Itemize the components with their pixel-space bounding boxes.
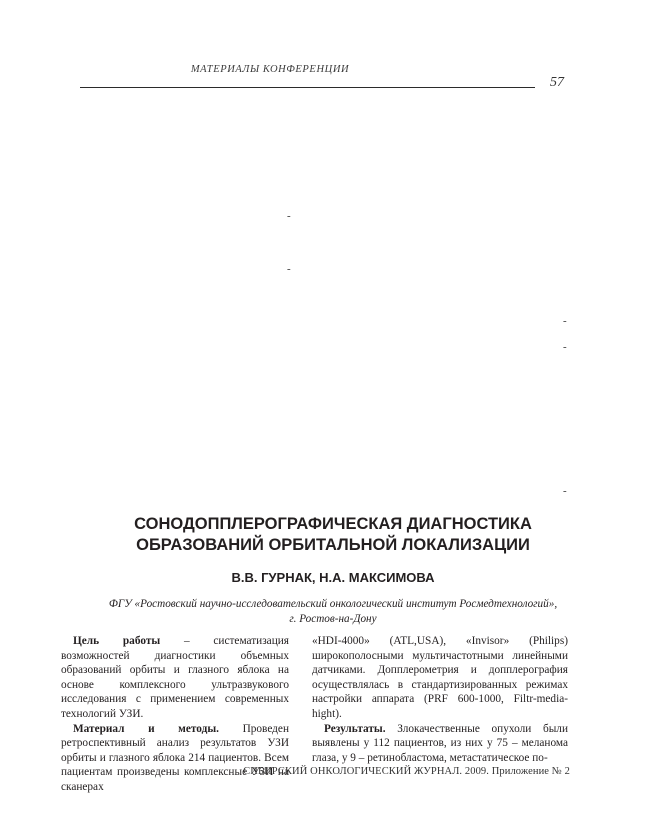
affiliation bbox=[60, 597, 606, 626]
header-rule bbox=[80, 87, 535, 88]
title-line: СОНОДОППЛЕРОГРАФИЧЕСКАЯ ДИАГНОСТИКА bbox=[134, 515, 532, 533]
page-number: 57 bbox=[550, 75, 564, 90]
paragraph-methods-continued: «HDI-4000» (ATL,USA), «Invisor» (Philips) широкополосными мультичастотными линейными датчиками. Допплерометрия и допплерография осуществлялась в стандартизированных режимах настройки аппарата (PRF 600-1000, Filtr-media-hight). bbox=[312, 635, 568, 720]
stray-dash: - bbox=[287, 263, 291, 275]
article-title bbox=[60, 514, 606, 556]
methods-heading: Материал и методы. bbox=[73, 722, 219, 735]
stray-dash: - bbox=[563, 485, 567, 497]
methods-text: Проведен ретроспективный анализ результатов УЗИ орбиты и глазного яблока 214 пациентов. Всем пациентам произведены комплексные УЗИ на сканерах bbox=[61, 722, 289, 793]
authors: В.В. ГУРНАК, Н.А. МАКСИМОВА bbox=[231, 570, 435, 585]
right-column bbox=[312, 634, 568, 765]
aim-text: – систематизация возможностей диагностики объемных образований орбиты и глазного яблока на основе комплексного ультразвукового исследования с применением современных технологий УЗИ. bbox=[61, 635, 289, 720]
stray-dash: - bbox=[563, 315, 567, 327]
affiliation-line: ФГУ «Ростовский научно-исследовательский онкологический институт Росмедтехнологий», bbox=[108, 598, 558, 610]
title-line: ОБРАЗОВАНИЙ ОРБИТАЛЬНОЙ ЛОКАЛИЗАЦИИ bbox=[136, 536, 530, 554]
aim-heading: Цель работы bbox=[73, 635, 161, 647]
stray-dash: - bbox=[287, 210, 291, 222]
stray-dash: - bbox=[563, 341, 567, 353]
paragraph-aim bbox=[61, 634, 289, 722]
affiliation-line: г. Ростов-на-Дону bbox=[289, 612, 377, 625]
results-heading: Результаты. bbox=[324, 722, 386, 735]
paragraph-results bbox=[312, 722, 568, 766]
results-text: Злокачественные опухоли были выявлены у 112 пациентов, из них у 75 – меланома глаза, у 9 – ретинобластома, метастатическое по- bbox=[312, 722, 568, 764]
paragraph-methods bbox=[61, 722, 289, 795]
journal-footer: СИБИРСКИЙ ОНКОЛОГИЧЕСКИЙ ЖУРНАЛ. 2009. Приложение № 2 bbox=[243, 766, 570, 777]
running-title: МАТЕРИАЛЫ КОНФЕРЕНЦИИ bbox=[190, 64, 350, 75]
